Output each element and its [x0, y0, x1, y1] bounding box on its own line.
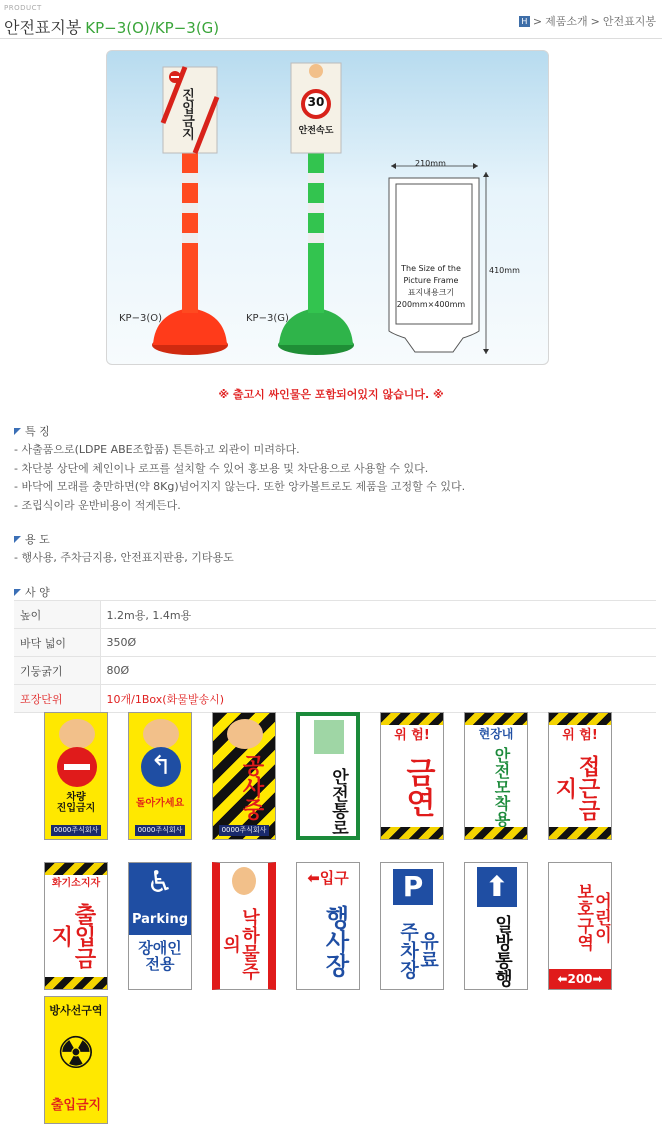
spec-value: 10개/1Box(화물발송시): [100, 685, 656, 713]
features-title: 특 징: [25, 425, 50, 438]
spec-label: 기둥굵기: [14, 657, 100, 685]
features-heading: [14, 423, 50, 439]
spec-row: [14, 657, 656, 685]
product-tag: PRODUCT: [4, 4, 42, 12]
frame-line: Picture Frame: [403, 276, 459, 285]
usage-text: - 행사용, 주차금지용, 안전표지판용, 기타용도: [14, 551, 234, 564]
page-title: [4, 15, 219, 38]
notice-text: ※ 출고시 싸인물은 포함되어있지 않습니다. ※: [218, 388, 444, 401]
frame-size-label: [395, 263, 467, 311]
hazard-stripe: [465, 827, 527, 839]
sign-text: 위 험!: [562, 728, 598, 743]
sign-text: 장애인 전용: [138, 939, 182, 973]
frame-line: 표지내용크기: [407, 288, 455, 297]
mascot-icon: [227, 719, 263, 749]
hazard-stripe: [549, 713, 611, 725]
up-arrow-icon: ⬆: [477, 867, 517, 907]
sign-radiation-area: [44, 996, 108, 1124]
speed-limit-number: 30: [307, 95, 325, 109]
sign-text: 차량 진입금지: [56, 792, 96, 814]
sign-text: 금연: [400, 757, 435, 817]
sign-text: 낙하물주의: [220, 908, 260, 980]
feature-item: - 바닥에 모래를 충만하면(약 8Kg)넘어지지 않는다. 또한 앙카볼트로도 제품을 고정할 수 있다.: [14, 480, 466, 493]
mascot-icon: [143, 719, 179, 749]
sign-text: 출입금지: [50, 1098, 102, 1113]
sign-turn-back: [128, 712, 192, 840]
left-sign-text: 진입금지: [179, 88, 194, 140]
product-image: [106, 50, 549, 365]
sign-text: 일방통행: [492, 915, 513, 987]
breadcrumb-category[interactable]: 제품소개: [545, 15, 588, 28]
spec-label: 바닥 넓이: [14, 629, 100, 657]
sign-event-entrance: [296, 862, 360, 990]
company-label: 0000주식회사: [51, 825, 101, 836]
usage-title: 용 도: [25, 533, 50, 546]
radiation-icon: ☢: [56, 1028, 96, 1079]
sign-text: 돌아가세요: [135, 798, 185, 809]
no-entry-icon: [57, 747, 97, 787]
wheelchair-icon: ♿: [146, 865, 174, 900]
hazard-stripe: [381, 827, 443, 839]
spec-row: [14, 601, 656, 629]
caption-green: KP−3(G): [246, 313, 289, 324]
breadcrumb: [519, 13, 656, 29]
sign-text: 200: [567, 972, 593, 986]
sign-text: Parking: [131, 912, 189, 927]
sign-text: 행사장: [321, 905, 349, 977]
sign-fire-no-entry: [44, 862, 108, 990]
hazard-stripe: [45, 863, 107, 875]
spec-label: 높이: [14, 601, 100, 629]
frame-dimension-diagram: [383, 156, 503, 361]
sign-no-smoking: [380, 712, 444, 840]
sign-no-access: [548, 712, 612, 840]
entrance-label: [297, 871, 359, 887]
dimension-width: 210mm: [415, 159, 446, 168]
spec-value: 1.2m용, 1.4m용: [100, 601, 656, 629]
model-name: KP−3(O)/KP−3(G): [85, 19, 220, 37]
sign-text: 공사중: [239, 754, 264, 820]
sign-text: 유료 주차장: [397, 921, 439, 979]
spec-label: 포장단위: [14, 685, 100, 713]
company-label: 0000주식회사: [219, 825, 269, 836]
hazard-stripe: [465, 713, 527, 725]
sign-text: 안전모착용: [492, 747, 511, 827]
title-divider: [0, 38, 662, 39]
sign-falling-objects: [212, 862, 276, 990]
dimension-height: 410mm: [489, 266, 520, 275]
right-sign-text: 안전속도: [298, 126, 334, 136]
home-icon[interactable]: H: [519, 16, 530, 27]
section-marker-icon: [14, 589, 21, 596]
left-arrow-icon: ⬅: [307, 869, 320, 887]
distance-label: [549, 969, 611, 989]
sign-text: 출입금지: [47, 903, 96, 969]
spec-title: 사 양: [25, 586, 50, 599]
breadcrumb-separator: >: [590, 14, 600, 28]
spec-row: [14, 629, 656, 657]
section-marker-icon: [14, 428, 21, 435]
left-arrow-icon: ⬅: [557, 972, 568, 986]
title-text: 안전표지봉: [4, 18, 82, 37]
sign-text: 안전통로: [328, 768, 348, 836]
sign-one-way: [464, 862, 528, 990]
spec-heading: [14, 584, 50, 600]
sign-safety-path: [296, 712, 360, 840]
sign-text: 방사선구역: [49, 1004, 103, 1017]
breadcrumb-current[interactable]: 안전표지봉: [602, 15, 656, 28]
spec-value: 350Ø: [100, 629, 656, 657]
mascot-icon: [59, 719, 95, 749]
hazard-stripe: [549, 827, 611, 839]
company-label: 0000주식회사: [135, 825, 185, 836]
feature-item: - 차단봉 상단에 체인이나 로프를 설치할 수 있어 홍보용 및 차단용으로 사용할 수 있다.: [14, 462, 429, 475]
frame-line: 200mm×400mm: [396, 300, 466, 309]
sign-text: 접근금지: [551, 755, 600, 821]
sign-paid-parking: [380, 862, 444, 990]
section-marker-icon: [14, 536, 21, 543]
sign-text: 화기소지자: [51, 878, 101, 889]
breadcrumb-separator: >: [532, 14, 543, 28]
feature-item: - 조립식이라 운반비용이 적게든다.: [14, 499, 181, 512]
sign-child-protection-zone: [548, 862, 612, 990]
turn-left-arrow-icon: ↰: [141, 747, 181, 787]
frame-line: The Size of the: [401, 264, 461, 273]
sign-disabled-parking: [128, 862, 192, 990]
sign-text: 현장내: [478, 727, 514, 741]
mascot-icon: [314, 720, 344, 754]
spec-value: 80Ø: [100, 657, 656, 685]
sign-text: 입구: [319, 869, 349, 887]
feature-item: - 사출품으로(LDPE ABE조합품) 튼튼하고 외관이 미려하다.: [14, 443, 300, 456]
sign-construction: [212, 712, 276, 840]
usage-heading: [14, 531, 50, 547]
sign-no-entry: [44, 712, 108, 840]
sign-text: 위 험!: [394, 728, 430, 743]
spec-row: [14, 685, 656, 713]
hazard-stripe: [381, 713, 443, 725]
spec-table: [14, 600, 656, 713]
parking-icon: P: [393, 869, 433, 905]
sign-wear-helmet: [464, 712, 528, 840]
hazard-stripe: [45, 977, 107, 989]
sign-text: 어린이 보호구역: [573, 883, 611, 951]
mascot-icon: [232, 867, 256, 895]
caption-orange: KP−3(O): [119, 313, 163, 324]
right-arrow-icon: ➡: [592, 972, 603, 986]
